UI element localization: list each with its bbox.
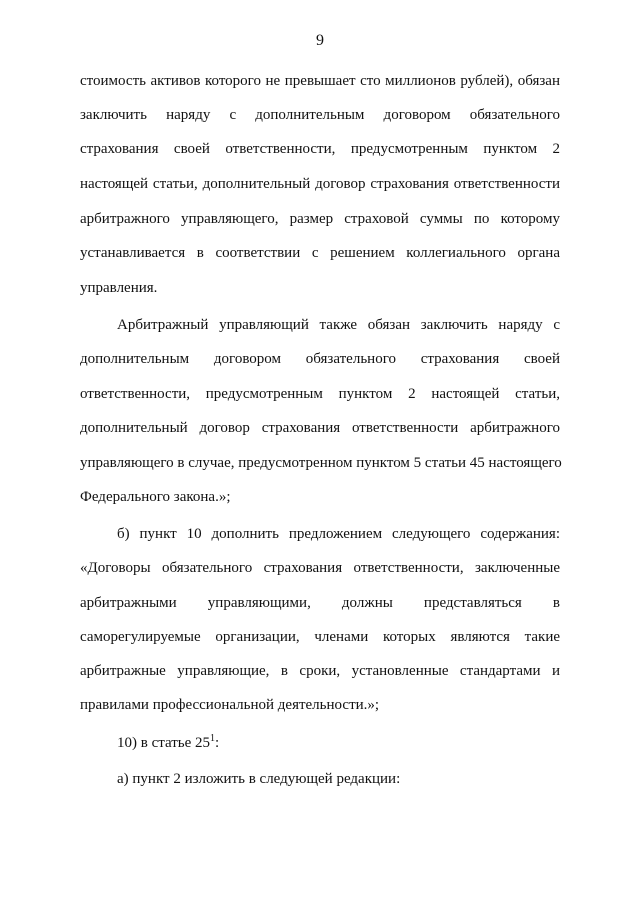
document-line: настоящей статьи, дополнительный договор страхования ответственности [80, 176, 560, 192]
document-line: заключить наряду с дополнительным договором обязательного [80, 107, 560, 123]
document-line: правилами профессиональной деятельности.»; [80, 697, 380, 713]
document-line: а) пункт 2 изложить в следующей редакции: [117, 771, 401, 787]
document-line: Арбитражный управляющий также обязан заключить наряду с [117, 317, 560, 333]
document-line: ответственности, предусмотренным пунктом 2 настоящей статьи, [80, 386, 560, 402]
document-line: страхования своей ответственности, предусмотренным пунктом 2 [80, 141, 560, 157]
document-line: Федерального закона.»; [80, 489, 231, 505]
document-line: устанавливается в соответствии с решением коллегиального органа [80, 245, 560, 261]
document-line: управляющего в случае, предусмотренном пунктом 5 статьи 45 настоящего [80, 455, 562, 471]
document-line: саморегулируемые организации, членами которых являются такие [80, 629, 560, 645]
document-line: арбитражными управляющими, должны представляться в [80, 595, 560, 611]
document-line-article [117, 732, 560, 754]
document-line: дополнительным договором обязательного страхования своей [80, 351, 560, 367]
document-line: дополнительный договор страхования ответственности арбитражного [80, 420, 560, 436]
article-superscript: 1 [210, 733, 216, 744]
document-line: «Договоры обязательного страхования ответственности, заключенные [80, 560, 560, 576]
document-line: арбитражные управляющие, в сроки, установленные стандартами и [80, 663, 560, 679]
article-text: 10) в статье 25 [117, 735, 211, 751]
document-line: арбитражного управляющего, размер страховой суммы по которому [80, 211, 560, 227]
document-line: управления. [80, 280, 158, 296]
page-number: 9 [316, 32, 324, 49]
document-line: б) пункт 10 дополнить предложением следующего содержания: [117, 526, 560, 542]
article-colon: : [215, 735, 220, 751]
document-line: стоимость активов которого не превышает сто миллионов рублей), обязан [80, 73, 560, 89]
